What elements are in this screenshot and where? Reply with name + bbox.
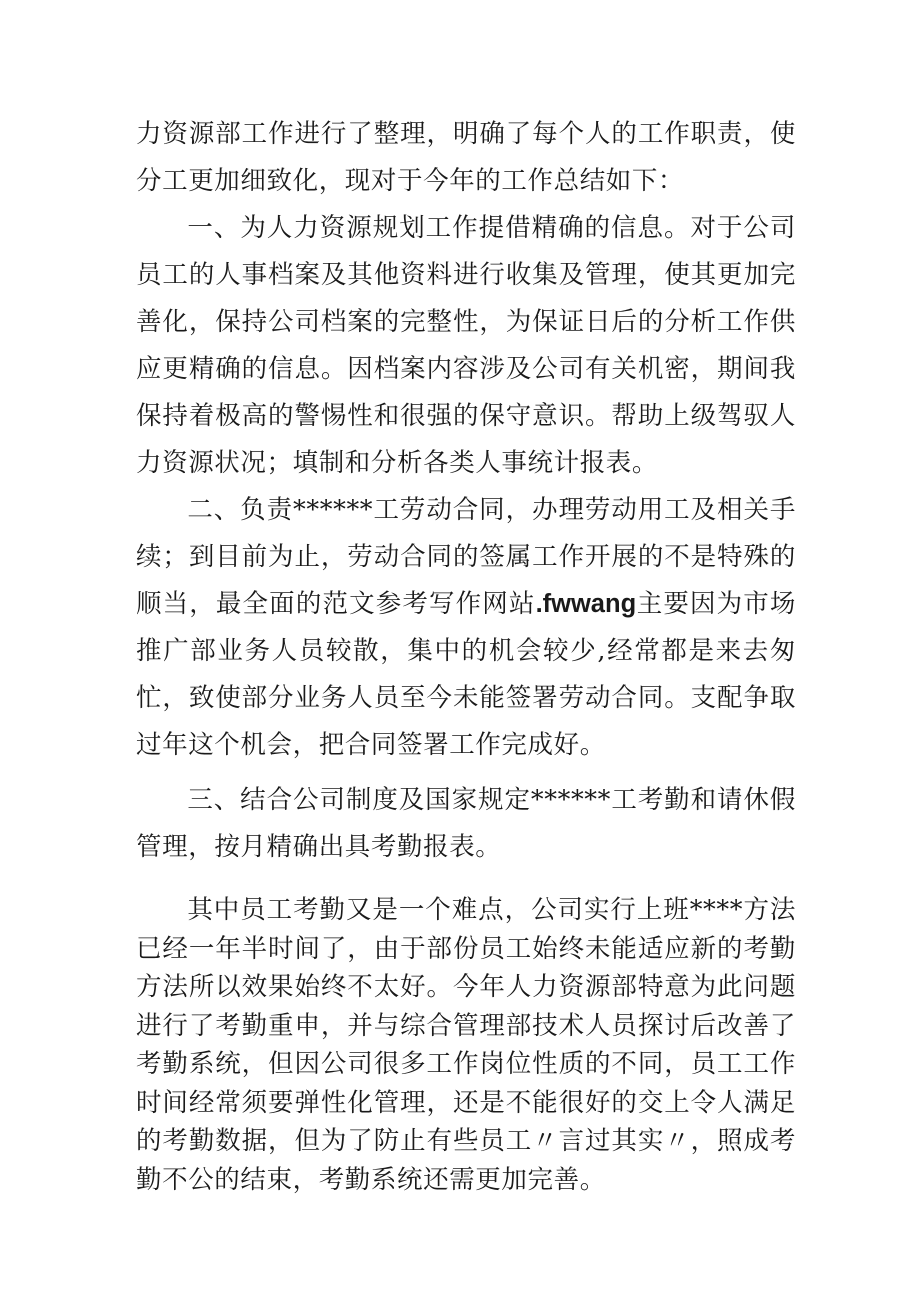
paragraph-attendance	[136, 891, 796, 1199]
paragraph-attendance-text: 其中员工考勤又是一个难点，公司实行上班****方法已经一年半时间了，由于部份员工始终未能适应新的考勤方法所以效果始终不太好。今年人力资源部特意为此问题进行了考勤重申，并与综合管理部技术人员探讨后改善了考勤系统，但因公司很多工作岗位性质的不同，员工工作时间经常须要弹性化管理，还是不能很好的交上令人满足的考勤数据，但为了防止有些员工〃言过其实〃，照成考勤不公的结束，考勤系统还需更加完善。	[136, 895, 796, 1195]
paragraph-section-3	[136, 777, 796, 871]
paragraph-intro-continuation: 力资源部工作进行了整理，明确了每个人的工作职责，使分工更加细致化，现对于今年的工作总结如下：	[136, 119, 796, 196]
website-name: .fwwang	[535, 590, 637, 618]
paragraph-section-2-text-a: 二、负责******工劳动合同，办理劳动用工及相关手续；到目前为止，劳动合同的签属工作开展的不是特殊的顺当，最全面的范文参考写作网站	[136, 495, 796, 619]
paragraph-section-1-text: 一、为人力资源规划工作提借精确的信息。对于公司员工的人事档案及其他资料进行收集及管理，使其更加完善化，保持公司档案的完整性，为保证日后的分析工作供应更精确的信息。因档案内容涉及公司有关机密，期间我保持着极高的警惕性和很强的保守意识。帮助上级驾驭人力资源状况；填制和分析各类人事统计报表。	[136, 213, 796, 478]
paragraph-section-3-text: 三、结合公司制度及国家规定******工考勤和请休假管理，按月精确出具考勤报表。	[136, 785, 796, 862]
paragraph-section-1	[136, 205, 796, 487]
paragraph-section-2	[136, 487, 796, 769]
paragraph-section-2-text-b: 主要因为市场推广部业务人员较散，集中的机会较少,经常都是来去匆忙，致使部分业务人员至今未能签署劳动合同。支配争取过年这个机会，把合同签署工作完成好。	[136, 589, 796, 760]
